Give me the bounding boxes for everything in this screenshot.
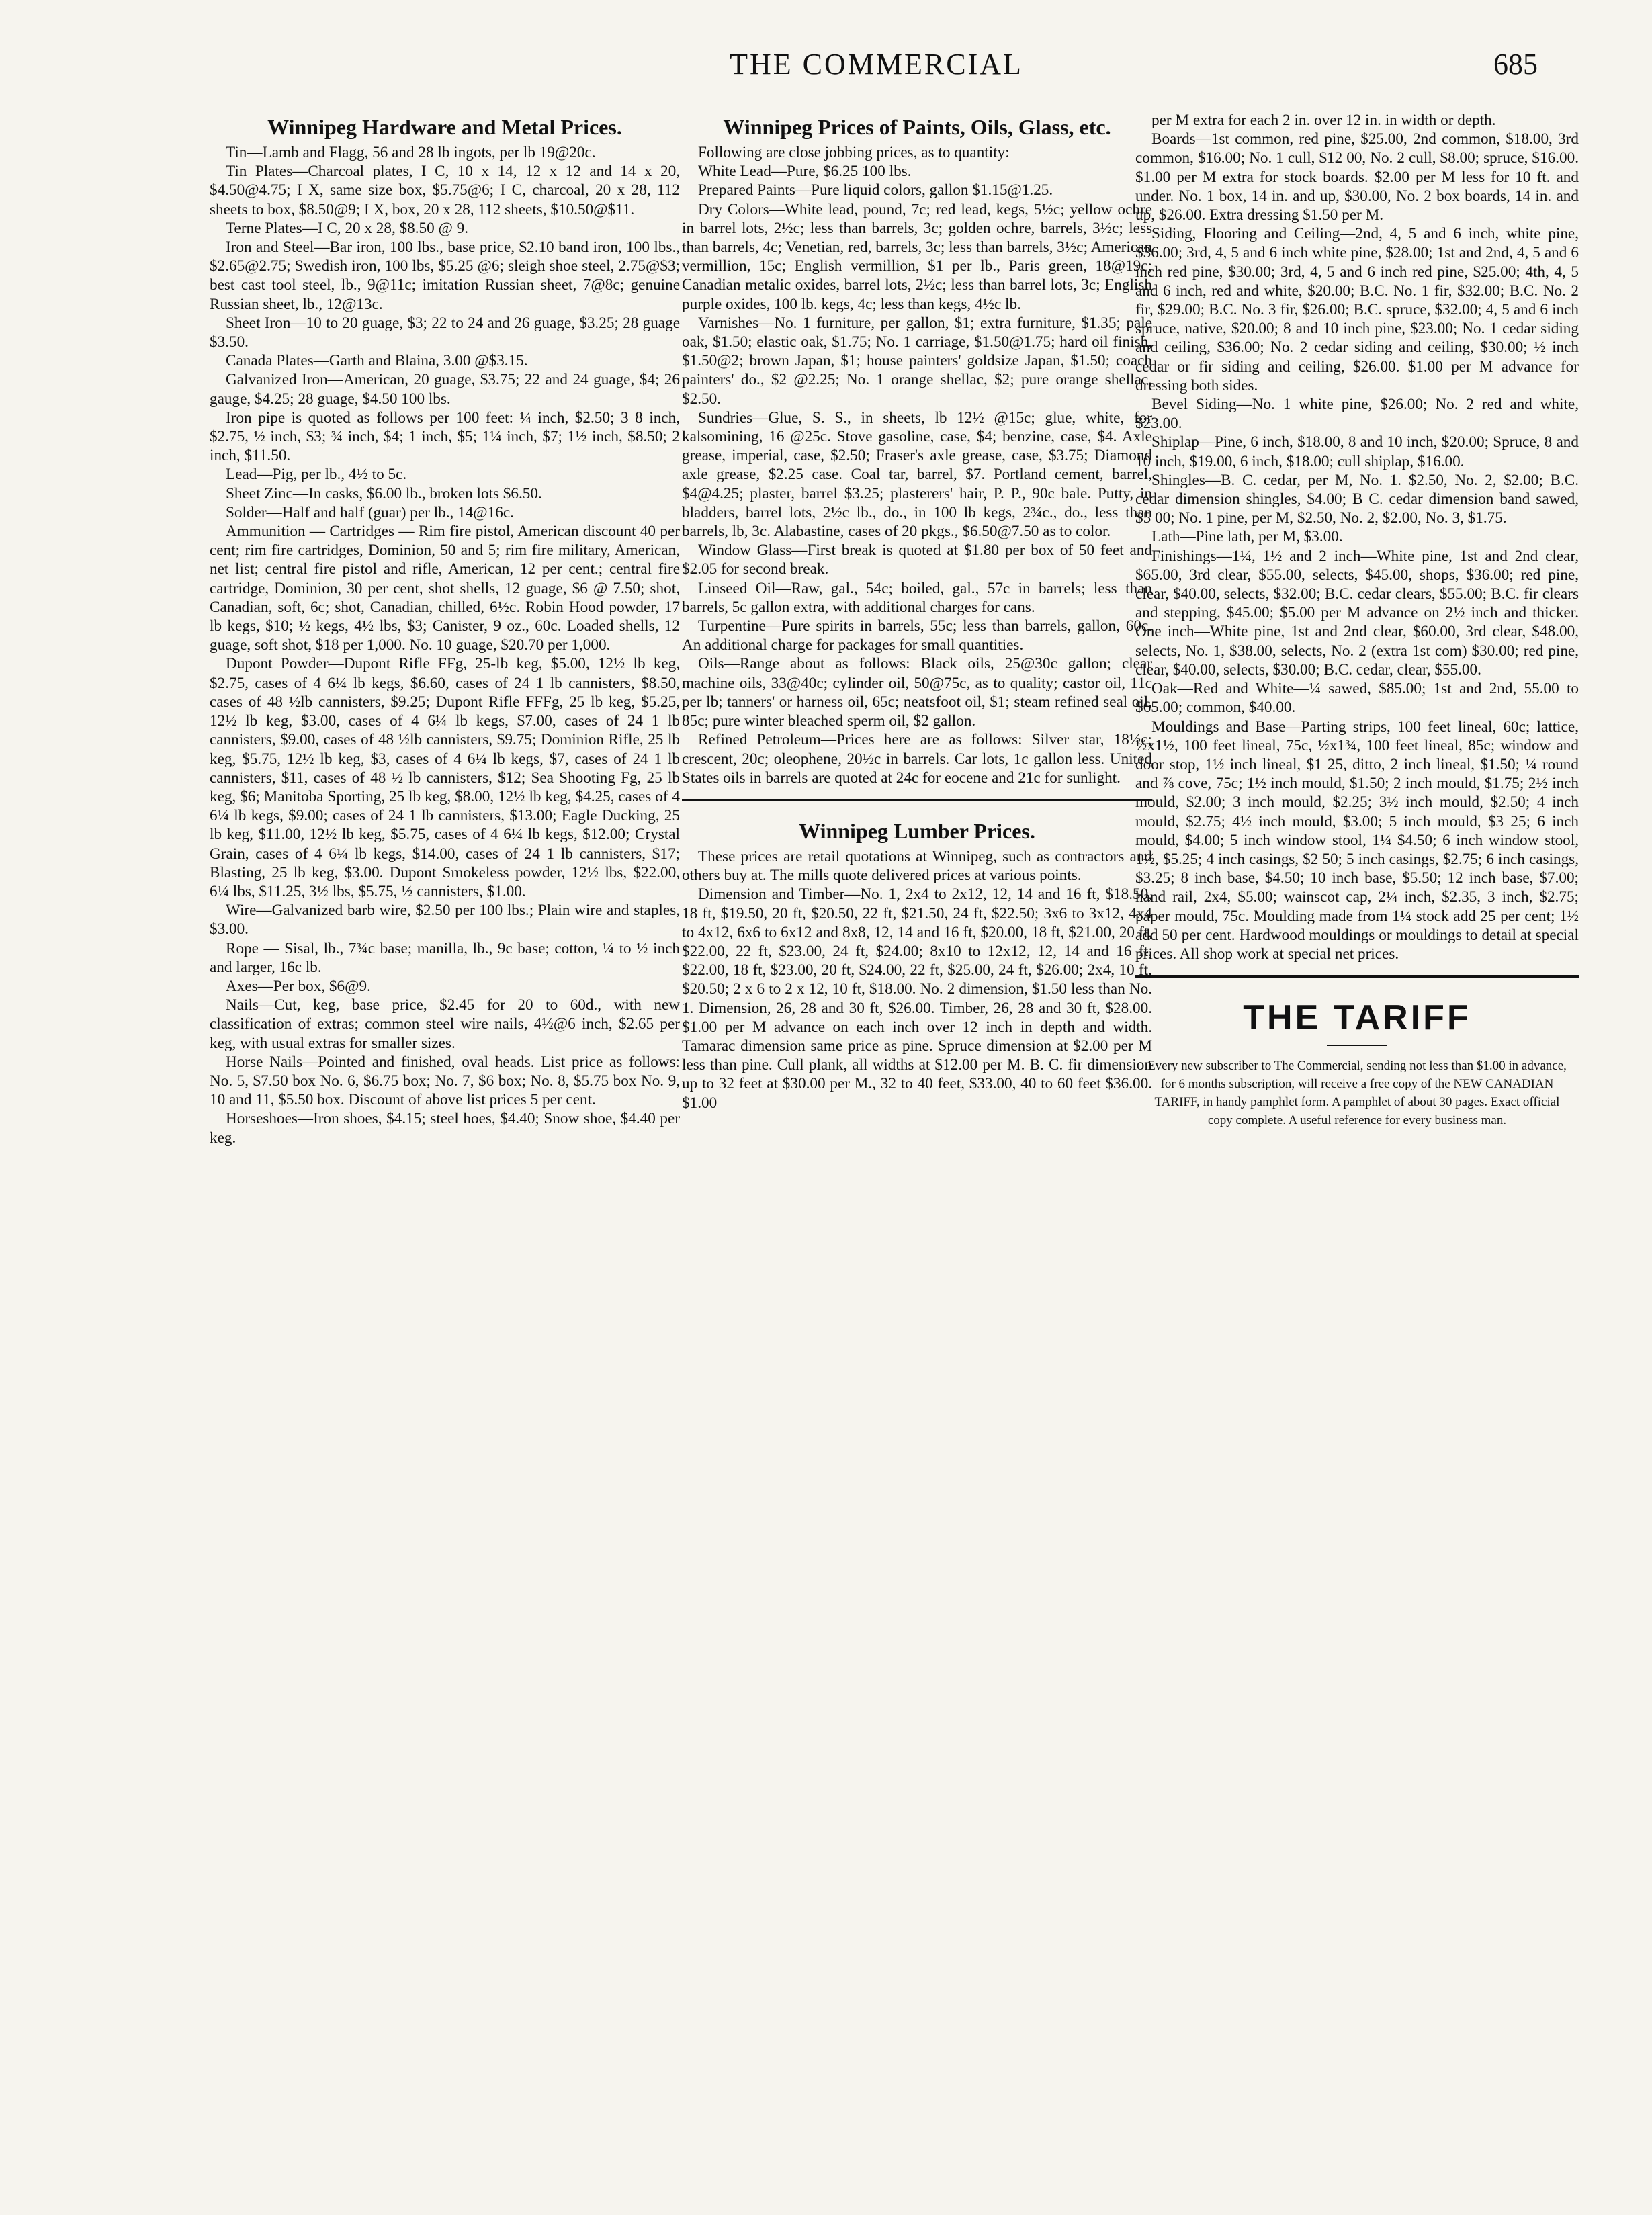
article-paragraph: Dimension and Timber—No. 1, 2x4 to 2x12, 12, 14 and 16 ft, $18.50, 18 ft, $19.50, 20 ft, $20.50, 22 ft, $21.50, 24 ft, $22.50; 3x6 to 3x12, 4x4 to 4x12, 6x6 to 6x12 and 8x8, 12, 14 and 16 ft, $20.00, 18 ft, $21.00, 20 ft, $22.00, 22 ft, $23.00, 24 ft, $24.00; 8x10 to 12x12, 12, 14 and 16 ft, $22.00, 18 ft, $23.00, 20 ft, $24.00, 22 ft, $25.00, 24 ft, $26.00; 2x4, 10 ft, $20.50; 2 x 6 to 2 x 12, 10 ft, $18.00. No. 2 dimension, $1.50 less than No. 1. Dimension, 26, 28 and 30 ft, $26.00. Timber, 26, 28 and 30 ft, $28.00. $1.00 per M advance on each inch over 12 inch in depth and width. Tamarac dimension same price as pine. Spruce dimension at $2.00 per M less than pine. Cull plank, all widths at $12.00 per M. B. C. fir dimension up to 32 feet at $30.00 per M., 32 to 40 feet, $33.00, 40 to 60 feet $36.00. $1.00 xyxy=(682,885,1152,1112)
article-paragraph: Mouldings and Base—Parting strips, 100 feet lineal, 60c; lattice, ½x1½, 100 feet lineal, 75c, ½x1¾, 100 feet lineal, 85c; window and door stop, 1½ inch lineal, $1 25, ditto, 2 inch lineal, $1.50; ¼ round and ⅞ cove, 75c; 1½ inch mould, $1.50; 2 inch mould, $1.75; 2½ inch mould, $2.00; 3 inch mould, $2.25; 3½ inch mould, $2.50; 4 inch mould, $2.75; 4½ inch mould, $3.00; 5 inch mould, $3 25; 6 inch mould, $4.00; 5 inch window stool, 1¼ $4.50; 6 inch window stool, 1½, $5.25; 4 inch casings, $2 50; 5 inch casings, $2.75; 6 inch casings, $3.25; 8 inch base, $4.50; 10 inch base, $5.50; 12 inch base, $7.00; hand rail, 2x4, $5.00; wainscot cap, 2¼ inch, $2.35, 3 inch, $2.75; paper mould, 75c. Moulding made from 1¼ stock add 25 per cent; 1½ add 50 per cent. Hardwood mouldings or mouldings to detail at special prices. All shop work at special net prices. xyxy=(1135,718,1579,963)
article-paragraph: These prices are retail quotations at Winnipeg, such as contractors and others buy at. The mills quote delivered prices at various points. xyxy=(682,847,1152,885)
section-divider xyxy=(682,799,1152,801)
article-paragraph: Horseshoes—Iron shoes, $4.15; steel hoes, $4.40; Snow shoe, $4.40 per keg. xyxy=(210,1110,680,1147)
article-paragraph: Siding, Flooring and Ceiling—2nd, 4, 5 and 6 inch, white pine, $36.00; 3rd, 4, 5 and 6 inch white pine, $28.00; 1st and 2nd, 4, 5 and 6 inch red pine, $30.00; 3rd, 4, 5 and 6 inch red pine, $25.00; 4th, 4, 5 and 6 inch, red and white, $20.00; B.C. No. 1 fir, $32.00; B.C. No. 2 fir, $29.00; B.C. No. 3 fir, $26.00; B.C. spruce, $32.00; 4, 5 and 6 inch spruce, native, $20.00; 8 and 10 inch pine, $23.00; No. 1 cedar siding and ceiling, $36.00; No. 2 cedar siding and ceiling, $30.00; ½ inch cedar or fir siding and ceiling, $26.00. $1.00 per M advance for dressing both sides. xyxy=(1135,225,1579,394)
article-paragraph: Terne Plates—I C, 20 x 28, $8.50 @ 9. xyxy=(226,219,469,237)
article-paragraph: Following are close jobbing prices, as to quantity: xyxy=(698,144,1010,161)
paints-paragraphs xyxy=(682,143,1152,787)
article-paragraph: Prepared Paints—Pure liquid colors, gallon $1.15@1.25. xyxy=(698,181,1053,200)
article-paragraph: Canada Plates—Garth and Blaina, 3.00 @$3.15. xyxy=(226,352,528,370)
section-heading-paints: Winnipeg Prices of Paints, Oils, Glass, etc. xyxy=(723,115,1111,139)
article-paragraph: Bevel Siding—No. 1 white pine, $26.00; No. 2 red and white, $23.00. xyxy=(1135,396,1579,433)
article-paragraph: Horse Nails—Pointed and finished, oval heads. List price as follows: No. 5, $7.50 box No. 6, $6.75 box; No. 7, $6 box; No. 8, $5.75 box No. 9, 10 and 11, $5.50 box. Discount of above list prices 5 per cent. xyxy=(210,1053,680,1109)
article-paragraph: Oak—Red and White—¼ sawed, $85.00; 1st and 2nd, 55.00 to $65.00; common, $40.00. xyxy=(1135,680,1579,717)
hardware-paragraphs xyxy=(210,143,680,1147)
article-paragraph: Solder—Half and half (guar) per lb., 14@16c. xyxy=(226,503,514,521)
article-paragraph: Oils—Range about as follows: Black oils, 25@30c gallon; clear machine oils, 33@40c; cylinder oil, 50@75c, as to quality; castor oil, 11c per lb; tanners' or harness oil, 65c; neatsfoot oil, $1; steam refined seal oil, 85c; pure winter bleached sperm oil, $2 gallon. xyxy=(682,655,1152,730)
article-paragraph: Ammunition — Cartridges — Rim fire pistol, American discount 40 per cent; rim fire cartridges, Dominion, 50 and 5; rim fire military, American, net list; central fire pistol and rifle, American, 12 per cent.; central fire cartridge, Dominion, 30 per cent, shot shells, 12 guage, $6 @ 7.50; shot, Canadian, soft, 6c; shot, Canadian, chilled, 6½c. Robin Hood powder, 17 lb kegs, $10; ½ kegs, 4½ lbs, $3; Canister, 9 oz., 60c. Loaded shells, 12 guage, soft shot, $18 per 1,000. No. 10 guage, $20.70 per 1,000. xyxy=(210,523,680,654)
article-paragraph: Varnishes—No. 1 furniture, per gallon, $1; extra furniture, $1.35; pale oak, $1.50; elastic oak, $1.75; No. 1 carriage, $1.50@1.75; hard oil finish, $1.50@2; brown Japan, $1; house painters' goldsize Japan, $1.50; coach painters' do., $2 @2.25; No. 1 orange shellac, $2; pure orange shellac, $2.50. xyxy=(682,314,1152,408)
column-paints-and-lumber xyxy=(682,111,1152,2187)
article-paragraph: Iron pipe is quoted as follows per 100 feet: ¼ inch, $2.50; 3 8 inch, $2.75, ½ inch, $3; ¾ inch, $4; 1 inch, $5; 1¼ inch, $7; 1½ inch, $8.50; 2 inch, $11.50. xyxy=(210,408,680,465)
article-paragraph: Linseed Oil—Raw, gal., 54c; boiled, gal., 57c in barrels; less than barrels, 5c gallon extra, with additional charges for cans. xyxy=(682,579,1152,616)
article-paragraph: Axes—Per box, $6@9. xyxy=(226,977,371,995)
tariff-short-rule xyxy=(1327,1045,1387,1046)
article-paragraph: Galvanized Iron—American, 20 guage, $3.75; 22 and 24 guage, $4; 26 gauge, $4.25; 28 guage, $4.50 100 lbs. xyxy=(210,371,680,408)
running-title: THE COMMERCIAL xyxy=(730,48,1023,81)
section-heading-hardware: Winnipeg Hardware and Metal Prices. xyxy=(267,115,622,139)
article-paragraph: Dupont Powder—Dupont Rifle FFg, 25-lb keg, $5.00, 12½ lb keg, $2.75, cases of 4 6¼ lb kegs, $6.60, cases of 24 1 lb cannisters, $8.50, cases of 48 ½lb cannisters, $9.25; Dupont Rifle FFFg, 25 lb keg, $5.25, 12½ lb keg, $3.00, cases of 4 6¼ lb kegs, $7.00, cases of 24 1 lb cannisters, $9.00, cases of 48 ½lb cannisters, $9.75; Dominion Rifle, 25 lb keg, $5.75, 12½ lb keg, $3, cases of 4 6¼ lb kegs, $7, cases of 24 1 lb cannisters, $11, cases of 48 ½ lb cannisters, $12; Sea Shooting Fg, 25 lb keg, $6; Manitoba Sporting, 25 lb keg, $8.00, 12½ lb keg, $4.25, cases of 4 6¼ lb kegs, $9.00; cases of 24 1 lb cannisters, $13.00; Eagle Ducking, 25 lb keg, $11.00, 12½ lb keg, $5.75, cases of 4 6¼ lb kegs, $12.00; Crystal Grain, cases of 4 6¼ lb kegs, $14.00, cases of 24 1 lb cannisters, $17; Blasting, 25 lb keg, $3.00. Dupont Smokeless powder, 12½ lbs, $22.00, 6¼ lbs, $11.25, 3½ lbs, $5.75, ½ cannisters, $1.00. xyxy=(210,655,680,900)
article-paragraph: Sundries—Glue, S. S., in sheets, lb 12½ @15c; glue, white, for kalsomining, 16 @25c. Stove gasoline, case, $4; benzine, case, $4. Axle grease, imperial, case, $2.50; Fraser's axle grease, case, $3.75; Diamond axle grease, $2.25 case. Coal tar, barrel, $7. Portland cement, barrel, $4@4.25; plaster, barrel $3.25; plasterers' hair, P. P., 90c bale. Putty, in bladders, barrel lots, 2½c lb., do., in 100 lb kegs, 2¾c., do., less than barrels, lb, 3c. Alabastine, cases of 20 pkgs., $6.50@7.50 as to color. xyxy=(682,408,1152,541)
article-paragraph: White Lead—Pure, $6.25 100 lbs. xyxy=(698,163,912,181)
article-paragraph: Shingles—B. C. cedar, per M, No. 1. $2.50, No. 2, $2.00; B.C. cedar dimension shingles, $4.00; B C. cedar dimension band sawed, $5 00; No. 1 pine, per M, $2.50, No. 2, $2.00, No. 3, $1.75. xyxy=(1135,471,1579,527)
article-paragraph: Wire—Galvanized barb wire, $2.50 per 100 lbs.; Plain wire and staples, $3.00. xyxy=(210,902,680,939)
article-paragraph: Dry Colors—White lead, pound, 7c; red lead, kegs, 5½c; yellow ochre in barrel lots, 2½c; less than barrels, 3c; golden ochre, barrels, 3½c; less than barrels, 4c; Venetian, red, barrels, 3c; less than barrels, 3½c; American vermillion, 15c; English vermillion, $1 per lb., Paris green, 18@19c; Canadian metalic oxides, barrel lots, 2½c; less than barrel lots, 3c; English purple oxides, 100 lb. kegs, 4c; less than kegs, 4½c lb. xyxy=(682,200,1152,313)
article-paragraph: Window Glass—First break is quoted at $1.80 per box of 50 feet and $2.05 for second break. xyxy=(682,541,1152,578)
article-paragraph: per M extra for each 2 in. over 12 in. in width or depth. xyxy=(1151,112,1496,129)
article-paragraph: Iron and Steel—Bar iron, 100 lbs., base price, $2.10 band iron, 100 lbs., $2.65@2.75; Swedish iron, 100 lbs, $5.25 @6; sleigh shoe steel, 2.75@$3; best cast tool steel, lb., 9@11c; imitation Russian sheet, 7@8c; genuine Russian sheet, lb., 12@13c. xyxy=(210,238,680,313)
tariff-title: THE TARIFF xyxy=(1243,998,1471,1038)
article-paragraph: Lath—Pine lath, per M, $3.00. xyxy=(1151,528,1343,546)
article-paragraph: Turpentine—Pure spirits in barrels, 55c; less than barrels, gallon, 60c. An additional charge for packages for small quantities. xyxy=(682,617,1152,654)
article-paragraph: Refined Petroleum—Prices here are as follows: Silver star, 18½c; crescent, 20c; oleophene, 20½c in barrels. Car lots, 1c gallon less. United States oils in barrels are quoted at 24c for eocene and 21c for sunlight. xyxy=(682,731,1152,787)
column-lumber-continued xyxy=(1135,111,1579,2187)
page-number: 685 xyxy=(1493,48,1538,81)
section-heading-lumber: Winnipeg Lumber Prices. xyxy=(799,818,1035,843)
article-paragraph: Tin Plates—Charcoal plates, I C, 10 x 14, 12 x 12 and 14 x 20, $4.50@4.75; I X, same size box, $5.75@6; I C, charcoal, 20 x 28, 112 sheets to box, $8.50@9; I X, box, 20 x 28, 112 sheets, $10.50@$11. xyxy=(210,163,680,218)
article-paragraph: Lead—Pig, per lb., 4½ to 5c. xyxy=(226,466,407,484)
article-paragraph: Nails—Cut, keg, base price, $2.45 for 20 to 60d., with new classification of extras; common steel wire nails, 4½@6 inch, $2.65 per keg, with usual extras for smaller sizes. xyxy=(210,996,680,1052)
article-paragraph: Tin—Lamb and Flagg, 56 and 28 lb ingots, per lb 19@20c. xyxy=(226,144,596,161)
article-paragraph: Shiplap—Pine, 6 inch, $18.00, 8 and 10 inch, $20.00; Spruce, 8 and 10 inch, $19.00, 6 inch, $18.00; cull shiplap, $16.00. xyxy=(1135,433,1579,470)
article-paragraph: Rope — Sisal, lb., 7¾c base; manilla, lb., 9c base; cotton, ¼ to ½ inch and larger, 16c lb. xyxy=(210,939,680,976)
article-paragraph: Boards—1st common, red pine, $25.00, 2nd common, $18.00, 3rd common, $16.00; No. 1 cull, $12 00, No. 2 cull, $8.00; spruce, $16.00. $1.00 per M extra for stock boards. $2.00 per M less for 10 ft. and under. No. 1 box, 14 in. and up, $30.00, No. 2 box boards, 14 in. and up, $26.00. Extra dressing $1.50 per M. xyxy=(1135,130,1579,224)
column-hardware-prices xyxy=(210,111,680,2187)
article-paragraph: Finishings—1¼, 1½ and 2 inch—White pine, 1st and 2nd clear, $65.00, 3rd clear, $55.00, selects, $45.00, shops, $36.00; red pine, clear, $40.00, selects, $32.00; B.C. cedar clears, $55.00; B.C. fir clears and stepping, $45.00; $5.00 per M advance on 2½ inch and thicker. One inch—White pine, 1st and 2nd clear, $60.00, 3rd clear, $48.00, selects, No. 1, $38.00, selects, No. 2 (extra 1st com) $30.00; red pine, clear, $40.00, selects, $30.00; B.C. cedar, clear, $55.00. xyxy=(1135,547,1579,679)
lumber-continued-paragraphs xyxy=(1135,111,1579,963)
article-paragraph: Sheet Iron—10 to 20 guage, $3; 22 to 24 and 26 guage, $3.25; 28 guage $3.50. xyxy=(210,314,680,351)
article-paragraph: Sheet Zinc—In casks, $6.00 lb., broken lots $6.50. xyxy=(226,484,542,503)
lumber-paragraphs xyxy=(682,847,1152,1113)
tariff-divider xyxy=(1135,975,1579,978)
running-head xyxy=(202,40,1551,87)
tariff-notice: Every new subscriber to The Commercial, sending not less than $1.00 in advance, for 6 months subscription, will receive a free copy of the NEW CANADIAN TARIFF, in handy pamphlet form. A pamphlet of about 30 pages. Exact official copy complete. A useful reference for every business man. xyxy=(1147,1059,1567,1128)
